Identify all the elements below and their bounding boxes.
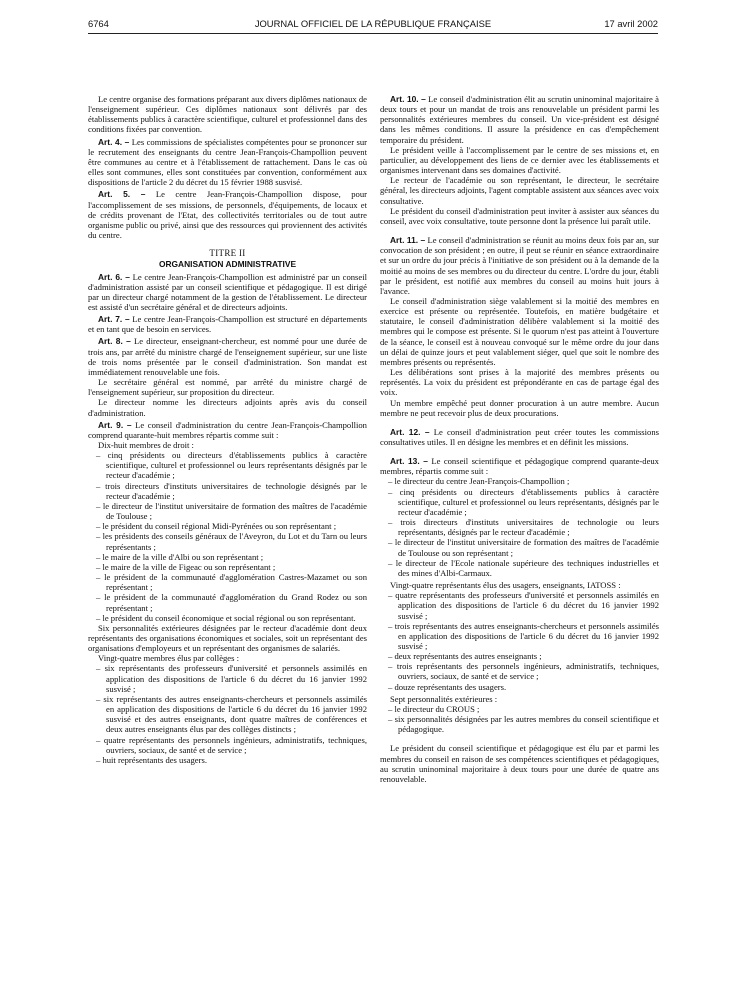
article-10: [380, 94, 659, 145]
section-title: TITRE II: [209, 248, 246, 259]
list-intro: Vingt-quatre membres élus par collèges :: [98, 653, 239, 664]
list-item: – le président du conseil régional Midi-Pyrénées ou son représentant ;: [96, 521, 337, 532]
article-text: Le centre Jean-François-Champollion est structuré en départements et en tant que de besoin en services.: [88, 314, 367, 335]
left-column: [88, 94, 367, 765]
list-item: – les présidents des conseils généraux de l'Aveyron, du Lot et du Tarn ou leurs représentants ;: [96, 531, 367, 552]
paragraph: Le président veille à l'accomplissement par le centre de ses missions et, en particulier, au développement des liens de ce dernier avec les établissements et organismes intervenant dans ses domaines d'activité.: [380, 144, 659, 176]
list-item: – le président de la communauté d'agglomération du Grand Rodez ou son représentant ;: [96, 592, 367, 613]
article-7: [88, 314, 367, 334]
paragraph: Le centre organise des formations préparant aux divers diplômes nationaux de l'enseignement supérieur. Ces diplômes nationaux sont délivrés par des établissements publics à caractère scientifique, culturel et professionnel dans des conditions fixées par convention.: [88, 94, 367, 135]
list-item: – le maire de la ville d'Albi ou son représentant ;: [96, 551, 264, 562]
right-column: [380, 94, 659, 784]
list-intro: Sept personnalités extérieures :: [390, 693, 498, 704]
paragraph: Six personnalités extérieures désignées par le recteur d'académie dont deux représentants des organisations économiques et sociales, soit un représentant des organisations d'employeurs et un représentant des organismes de salariés.: [88, 622, 367, 654]
list-item: – huit représentants des usagers.: [96, 754, 207, 765]
journal-title: JOURNAL OFFICIEL DE LA RÉPUBLIQUE FRANÇAISE: [254, 18, 492, 29]
list-item: – douze représentants des usagers.: [388, 681, 507, 692]
list-item: – le directeur du CROUS ;: [388, 703, 480, 714]
list-item: – trois représentants des autres enseignants-chercheurs et personnels assimilés en application des dispositions de l'article 6 du décret du 16 janvier 1992 susvisé ;: [388, 620, 659, 651]
paragraph: Le président du conseil d'administration peut inviter à assister aux séances du conseil, avec voix consultative, toute personne dont la présence lui paraît utile.: [380, 205, 659, 226]
page-header: [88, 18, 658, 32]
list-item: – six représentants des professeurs d'université et personnels assimilés en application des dispositions de l'article 6 du décret du 16 janvier 1992 susvisé ;: [96, 663, 367, 694]
iatoss-list: [380, 590, 659, 692]
article-text: Le conseil scientifique et pédagogique comprend quarante-deux membres, répartis comme suit :: [380, 456, 659, 477]
external-personalities-list: [380, 704, 659, 734]
list-item: – le directeur de l'institut universitaire de formation des maîtres de l'académie de Toulouse ou son représentant ;: [388, 537, 659, 558]
article-label: Art. 9. –: [98, 419, 132, 430]
header-rule: [88, 33, 658, 34]
list-item: – le président de la communauté d'agglomération Castres-Mazamet ou son représentant ;: [96, 572, 367, 593]
list-item: – six personnalités désignées par les autres membres du conseil scientifique et pédagogique.: [388, 714, 659, 735]
article-text: Le conseil d'administration peut créer toutes les commissions consultatives utiles. Il en désigne les membres et en définit les missions.: [380, 426, 659, 447]
article-9: [88, 420, 367, 440]
list-item: – le directeur de l'institut universitaire de formation des maîtres de l'académie de Toulouse ;: [96, 500, 367, 522]
article-label: Art. 13. –: [390, 456, 428, 467]
list-item: – le président du conseil économique et social régional ou son représentant.: [96, 612, 356, 623]
article-text: Le centre Jean-François-Champollion dispose, pour l'accomplissement de ses missions, de personnels, d'équipements, de locaux et de crédits provenant de l'Etat, des collectivités territoriales ou de tout autre organisme public ou privé, ainsi que des ressources qui proviennent des activités du centre.: [88, 189, 367, 241]
article-6: [88, 272, 367, 313]
article-text: Le conseil d'administration se réunit au moins deux fois par an, sur convocation de son président ; en outre, il peut se réunir en séance extraordinaire et sur un ordre du jour précis à l'initiative de son président ou à la demande de la moitié au moins de ses membres ou du directeur du centre. L'ordre du jour, établi par le président, est notifié aux membres du conseil au moins huit jours à l'avance.: [380, 235, 659, 296]
droit-members-list: [88, 450, 367, 623]
issue-date: 17 avril 2002: [604, 18, 658, 29]
paragraph: Les délibérations sont prises à la majorité des membres présents ou représentés. La voix du président est prépondérante en cas de partage égal des voix.: [380, 367, 659, 398]
list-item: – cinq présidents ou directeurs d'établissements publics à caractère scientifique, culturel et professionnel ou leurs représentants désignés par le recteur d'académie ;: [96, 450, 367, 481]
article-text: Les commissions de spécialistes compétentes pour se prononcer sur le recrutement des enseignants du centre Jean-François-Champollion peuvent être communes au centre et à l'établissement de rattachement. Dans le cas où elles sont communes, elles sont constituées par convention, conformément aux dispositions de l'article 2 du décret du 15 février 1988 susvisé.: [88, 136, 367, 188]
paragraph: Le secrétaire général est nommé, par arrêté du ministre chargé de l'enseignement supérieur, sur proposition du directeur.: [88, 377, 367, 398]
list-item: – le directeur de l'Ecole nationale supérieure des techniques industrielles et des mines d'Albi-Carmaux.: [388, 557, 659, 578]
article-5: [88, 189, 367, 240]
article-12: [380, 427, 659, 447]
article-label: Art. 6. –: [98, 271, 130, 282]
list-item: – quatre représentants des personnels ingénieurs, administratifs, techniques, ouvriers, sociaux, de santé et de service ;: [96, 734, 367, 755]
paragraph: Le président du conseil scientifique et pédagogique est élu par et parmi les membres du conseil en raison de ses compétences scientifiques et pédagogiques, au scrutin uninominal majoritaire à deux tours pour une durée de quatre ans renouvelable.: [380, 743, 659, 784]
article-label: Art. 8. –: [98, 336, 131, 347]
paragraph: Le conseil d'administration siège valablement si la moitié des membres en exercice est présente ou représentée. Toutefois, en matière budgétaire et statutaire, le conseil d'administration délibère valablement si la moitié des membres qui le compose est présente. Si le quorum n'est pas atteint à l'ouverture de la séance, le conseil est à nouveau convoqué sur le même ordre du jour dans un délai de quinze jours et peut valablement siéger, quel que soit le nombre des membres présents ou représentés.: [380, 295, 659, 367]
list-intro: Dix-huit membres de droit :: [98, 440, 194, 450]
article-label: Art. 7. –: [98, 314, 130, 325]
paragraph: Le directeur nomme les directeurs adjoints après avis du conseil d'administration.: [88, 397, 367, 418]
article-label: Art. 10. –: [390, 94, 426, 104]
list-intro: Vingt-quatre représentants élus des usagers, enseignants, IATOSS :: [390, 580, 621, 591]
article-label: Art. 5. –: [98, 189, 146, 200]
article-4: [88, 137, 367, 188]
list-item: – trois directeurs d'instituts universitaires de technologie ou leurs représentants, désignés par le recteur d'académie ;: [388, 517, 659, 538]
article-label: Art. 11. –: [390, 235, 426, 246]
list-item: – six représentants des autres enseignants-chercheurs et personnels assimilés en application des dispositions de l'article 6 du décret du 16 janvier 1992 susvisé et des autres enseignants, dont quatre maîtres de conférences et deux autres enseignants élus par des collèges distincts ;: [96, 693, 367, 735]
article-label: Art. 12. –: [390, 426, 430, 437]
article-label: Art. 4. –: [98, 136, 130, 147]
article-8: [88, 336, 367, 377]
list-item: – trois directeurs d'instituts universitaires de technologie désignés par le recteur d'académie ;: [96, 480, 367, 501]
article-text: Le conseil d'administration du centre Jean-François-Champollion comprend quarante-huit membres répartis comme suit :: [88, 419, 367, 440]
paragraph: Un membre empêché peut donner procuration à un autre membre. Aucun membre ne peut recevoir plus de deux procurations.: [380, 397, 659, 418]
section-subtitle: ORGANISATION ADMINISTRATIVE: [158, 259, 297, 270]
article-13: [380, 456, 659, 476]
list-item: – trois représentants des personnels ingénieurs, administratifs, techniques, ouvriers, sociaux, de santé et de service ;: [388, 661, 659, 682]
article-text: Le directeur, enseignant-chercheur, est nommé pour une durée de trois ans, par arrêté du ministre chargé de l'enseignement supérieur, sur une liste de trois noms présentée par le conseil d'administration. Son mandat est immédiatement renouvelable une fois.: [88, 336, 367, 377]
article-text: Le conseil d'administration élit au scrutin uninominal majoritaire à deux tours et pour un mandat de trois ans renouvelable un président parmi les personnalités extérieures membres du conseil. Un vice-président est désigné dans les mêmes conditions. Il assure la présidence en cas d'empêchement temporaire du président.: [380, 94, 659, 145]
list-item: – deux représentants des autres enseignants ;: [388, 651, 542, 662]
csp-members-list: [380, 476, 659, 578]
list-item: – le directeur du centre Jean-François-Champollion ;: [388, 476, 570, 487]
paragraph: Le recteur de l'académie ou son représentant, le directeur, le secrétaire général, les directeurs adjoints, l'agent comptable assistent aux séances avec voix consultative.: [380, 175, 659, 206]
article-11: [380, 235, 659, 296]
list-item: – cinq présidents ou directeurs d'établissements publics à caractère scientifique, culturel et professionnel ou leurs représentants, désignés par le recteur d'académie ;: [388, 486, 659, 517]
page-number: 6764: [88, 18, 109, 29]
elected-members-list: [88, 663, 367, 765]
list-item: – le maire de la ville de Figeac ou son représentant ;: [96, 561, 276, 572]
article-text: Le centre Jean-François-Champollion est administré par un conseil d'administration assisté par un conseil scientifique et pédagogique. Il est dirigé par un directeur chargé notamment de la gestion de l'établissement. Le directeur est assisté d'un secrétaire général et de directeurs adjoints.: [88, 271, 367, 312]
list-item: – quatre représentants des professeurs d'université et personnels assimilés en application des dispositions de l'article 6 du décret du 16 janvier 1992 susvisé ;: [388, 590, 659, 621]
